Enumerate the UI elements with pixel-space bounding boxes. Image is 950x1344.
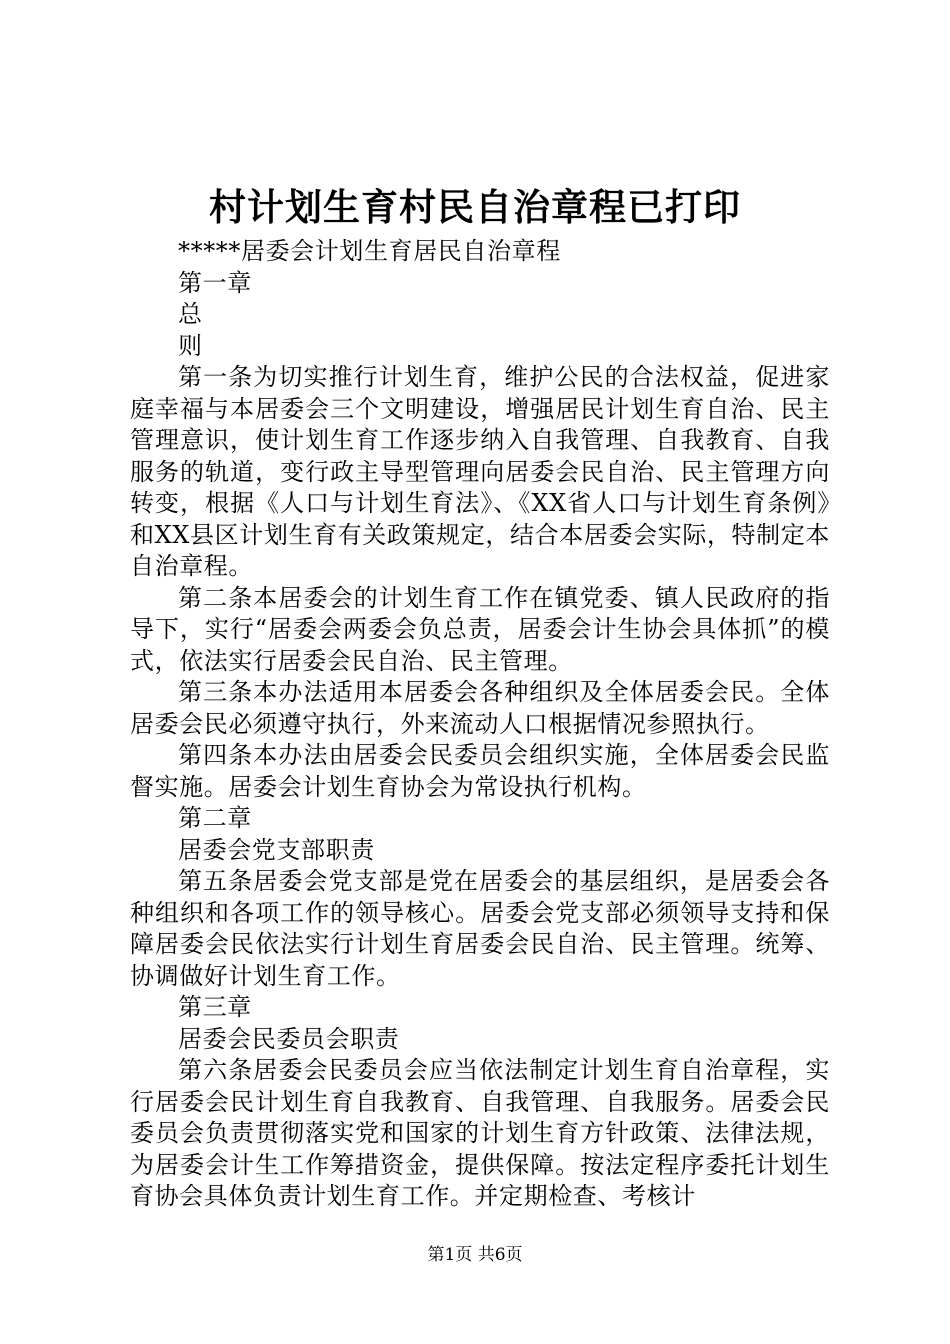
article-6: 第六条居委会民委员会应当依法制定计划生育自治章程，实行居委会民计划生育自我教育、自我管理、自我服务。居委会民委员会负责贯彻落实党和国家的计划生育方针政策、法律法规，为居委会计生工作筹措资金，提供保障。按法定程序委托计划生育协会具体负责计划生育工作。并定期检查、考核计 [130,1056,830,1210]
document-body [130,236,830,1213]
chapter-3-name: 居委会民委员会职责 [178,1024,400,1053]
article-1: 第一条为切实推行计划生育，维护公民的合法权益，促进家庭幸福与本居委会三个文明建设，增强居民计划生育自治、民主管理意识，使计划生育工作逐步纳入自我管理、自我教育、自我服务的轨道，变行政主导型管理向居委会民自治、民主管理方向转变，根据《人口与计划生育法》、《XX省人口与计划生育条例》和XX县区计划生育有关政策规定，结合本居委会实际，特制定本自治章程。 [130,363,830,580]
article-5: 第五条居委会党支部是党在居委会的基层组织，是居委会各种组织和各项工作的领导核心。居委会党支部必须领导支持和保障居委会民依法实行计划生育居委会民自治、民主管理。统筹、协调做好计划生育工作。 [130,867,830,990]
chapter-2-number: 第二章 [178,804,252,832]
chapter-2-name: 居委会党支部职责 [178,835,375,864]
document-title: 村计划生育村民自治章程已打印 [209,186,741,229]
chapter-1-name-part-1: 总 [178,300,203,328]
chapter-1-number: 第一章 [178,268,252,297]
article-3: 第三条本办法适用本居委会各种组织及全体居委会民。全体居委会民必须遵守执行，外来流动人口根据情况参照执行。 [130,678,830,738]
document-subtitle: *****居委会计划生育居民自治章程 [178,237,561,265]
chapter-1-name-part-2: 则 [178,331,203,360]
page-footer: 第1页 共6页 [427,1245,523,1265]
article-4: 第四条本办法由居委会民委员会组织实施，全体居委会民监督实施。居委会计划生育协会为常设执行机构。 [130,741,830,801]
chapter-3-number: 第三章 [178,993,252,1021]
article-2: 第二条本居委会的计划生育工作在镇党委、镇人民政府的指导下，实行“居委会两委会负总责，居委会计生协会具体抓”的模式，依法实行居委会民自治、民主管理。 [130,583,830,675]
